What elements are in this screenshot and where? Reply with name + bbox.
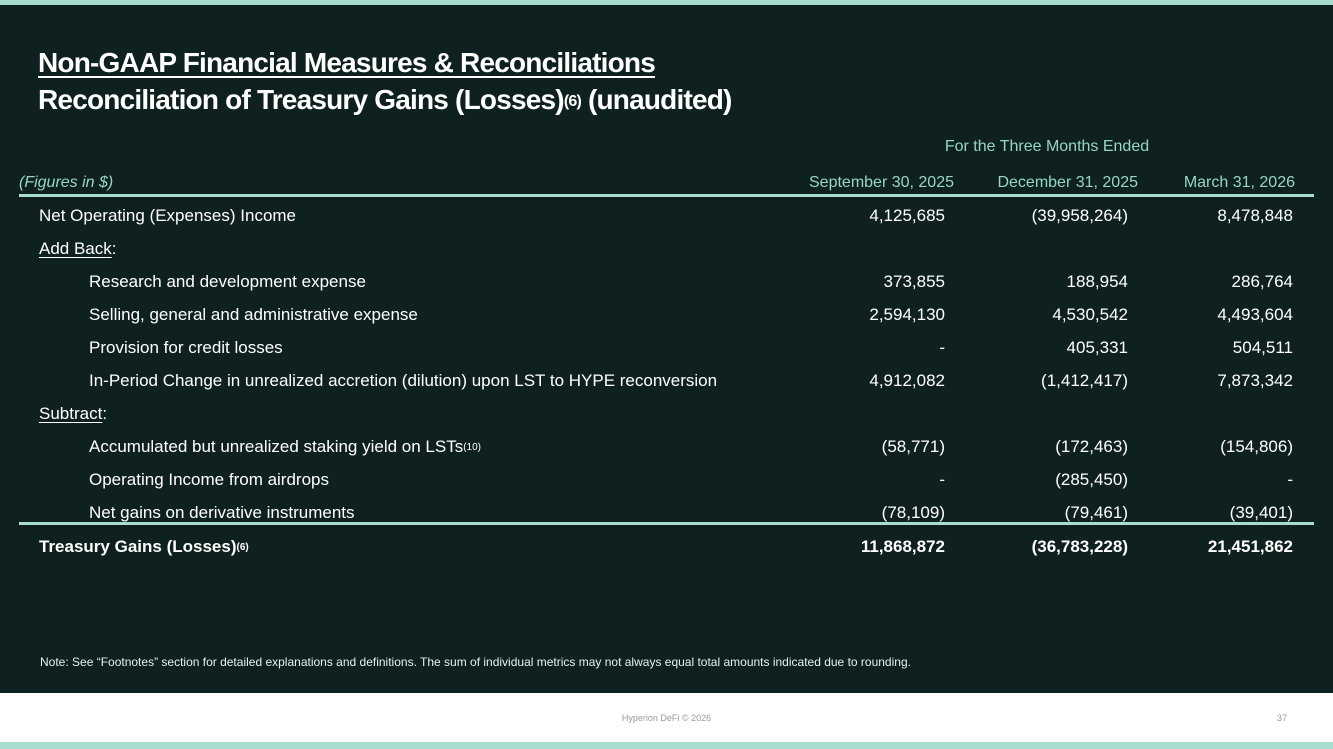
row-label: Accumulated but unrealized staking yield on LSTs$^{(10)}$: [89, 437, 482, 456]
section-heading-add-back: [0, 239, 1333, 267]
units-label: (Figures in $): [19, 174, 114, 191]
table-row-airdrops: [0, 470, 1333, 498]
cell-value: 4,912,082: [869, 371, 945, 390]
slide-title: Non-GAAP Financial Measures & Reconciliations: [38, 47, 655, 78]
cell-value: 286,764: [1231, 272, 1293, 291]
total-rule: [19, 522, 1314, 525]
footer-company: Hyperion DeFi © 2026: [621, 713, 712, 723]
section-label: Subtract: [39, 404, 103, 423]
row-label: Treasury Gains (Losses)$^{(6)}$: [39, 537, 249, 556]
row-label: Net gains on derivative instruments: [89, 503, 355, 522]
row-label: Operating Income from airdrops: [89, 470, 329, 489]
cell-value: (1,412,417): [1041, 371, 1128, 390]
subtitle-footnote-ref: (6): [563, 93, 581, 110]
cell-value: (172,463): [1055, 437, 1128, 456]
section-heading-subtract: [0, 404, 1333, 432]
table-row-rnd: [0, 272, 1333, 300]
table-row-derivatives: [0, 503, 1333, 531]
cell-value: -: [939, 338, 945, 357]
subtitle-main: Reconciliation of Treasury Gains (Losses): [38, 84, 564, 115]
cell-value: 405,331: [1066, 338, 1128, 357]
column-header-sep-2025: September 30, 2025: [809, 174, 954, 191]
row-label: In-Period Change in unrealized accretion (dilution) upon LST to HYPE reconversion: [89, 371, 718, 390]
cell-value: 7,873,342: [1217, 371, 1293, 390]
table-row-total: [0, 537, 1333, 565]
cell-value: 504,511: [1232, 338, 1293, 357]
slide: [0, 5, 1333, 693]
period-header: For the Three Months Ended: [944, 138, 1150, 155]
cell-value: 4,530,542: [1052, 305, 1128, 324]
row-label: Net Operating (Expenses) Income: [39, 206, 297, 225]
section-suffix: :: [102, 404, 108, 423]
page-number: 37: [1276, 713, 1287, 723]
cell-value: 21,451,862: [1207, 537, 1293, 556]
cell-value: 373,855: [883, 272, 945, 291]
footnote-ref: (6): [236, 542, 249, 553]
cell-value: (39,401): [1229, 503, 1293, 522]
row-label: Research and development expense: [89, 272, 366, 291]
cell-value: (154,806): [1220, 437, 1293, 456]
cell-value: (285,450): [1055, 470, 1128, 489]
subtitle-tail: (unaudited): [580, 84, 732, 115]
cell-value: (36,783,228): [1031, 537, 1128, 556]
row-label: Selling, general and administrative expense: [89, 305, 418, 324]
cell-value: 8,478,848: [1217, 206, 1293, 225]
slide-subtitle: [38, 84, 732, 116]
section-label: Add Back: [39, 239, 112, 258]
table-row-accretion: [0, 371, 1333, 399]
column-header-dec-2025: December 31, 2025: [997, 174, 1138, 191]
cell-value: (78,109): [881, 503, 945, 522]
cell-value: 4,493,604: [1217, 305, 1293, 324]
header-rule: [19, 194, 1314, 197]
cell-value: (39,958,264): [1031, 206, 1128, 225]
cell-value: 4,125,685: [869, 206, 945, 225]
bottom-accent-bar: [0, 742, 1333, 749]
cell-value: 2,594,130: [869, 305, 945, 324]
table-row-net-operating: [0, 206, 1333, 234]
cell-value: -: [1287, 470, 1293, 489]
cell-value: (58,771): [881, 437, 945, 456]
table-row-credit-losses: [0, 338, 1333, 366]
cell-value: (79,461): [1064, 503, 1128, 522]
table-row-staking-yield: [0, 437, 1333, 465]
cell-value: 188,954: [1066, 272, 1128, 291]
cell-value: -: [939, 470, 945, 489]
column-header-mar-2026: March 31, 2026: [1183, 174, 1295, 191]
cell-value: 11,868,872: [860, 537, 945, 556]
footnote-ref: (10): [463, 442, 482, 453]
section-suffix: :: [111, 239, 117, 258]
row-label: Provision for credit losses: [89, 338, 283, 357]
table-row-sga: [0, 305, 1333, 333]
footnote-note: Note: See “Footnotes” section for detailed explanations and definitions. The sum of individual metrics may not always equal total amounts indicated due to rounding.: [40, 655, 911, 669]
